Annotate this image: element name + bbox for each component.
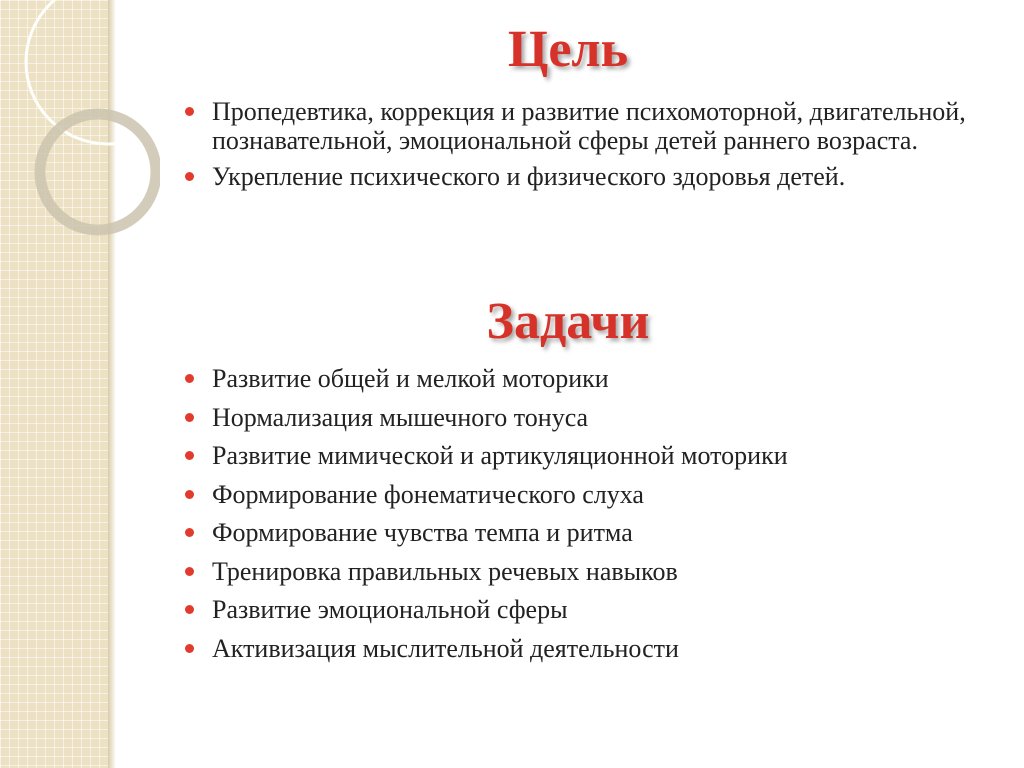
goal-item: Укрепление психического и физического здоровья детей. — [184, 162, 984, 191]
goal-list — [184, 97, 984, 198]
task-item: Развитие мимической и артикуляционной моторики — [184, 441, 984, 470]
tasks-list — [184, 364, 984, 672]
goal-heading: Цель — [507, 21, 629, 78]
task-item: Развитие общей и мелкой моторики — [184, 364, 984, 393]
goal-item: Пропедевтика, коррекция и развитие психомоторной, двигательной, познавательной, эмоциональной сферы детей раннего возраста. — [184, 97, 984, 155]
task-item: Активизация мыслительной деятельности — [184, 634, 984, 663]
tasks-heading: Задачи — [486, 293, 650, 350]
decorative-ring-small — [40, 114, 156, 230]
task-item: Тренировка правильных речевых навыков — [184, 557, 984, 586]
task-item: Развитие эмоциональной сферы — [184, 595, 984, 624]
task-item: Формирование чувства темпа и ритма — [184, 518, 984, 547]
task-item: Формирование фонематического слуха — [184, 480, 984, 509]
task-item: Нормализация мышечного тонуса — [184, 403, 984, 432]
